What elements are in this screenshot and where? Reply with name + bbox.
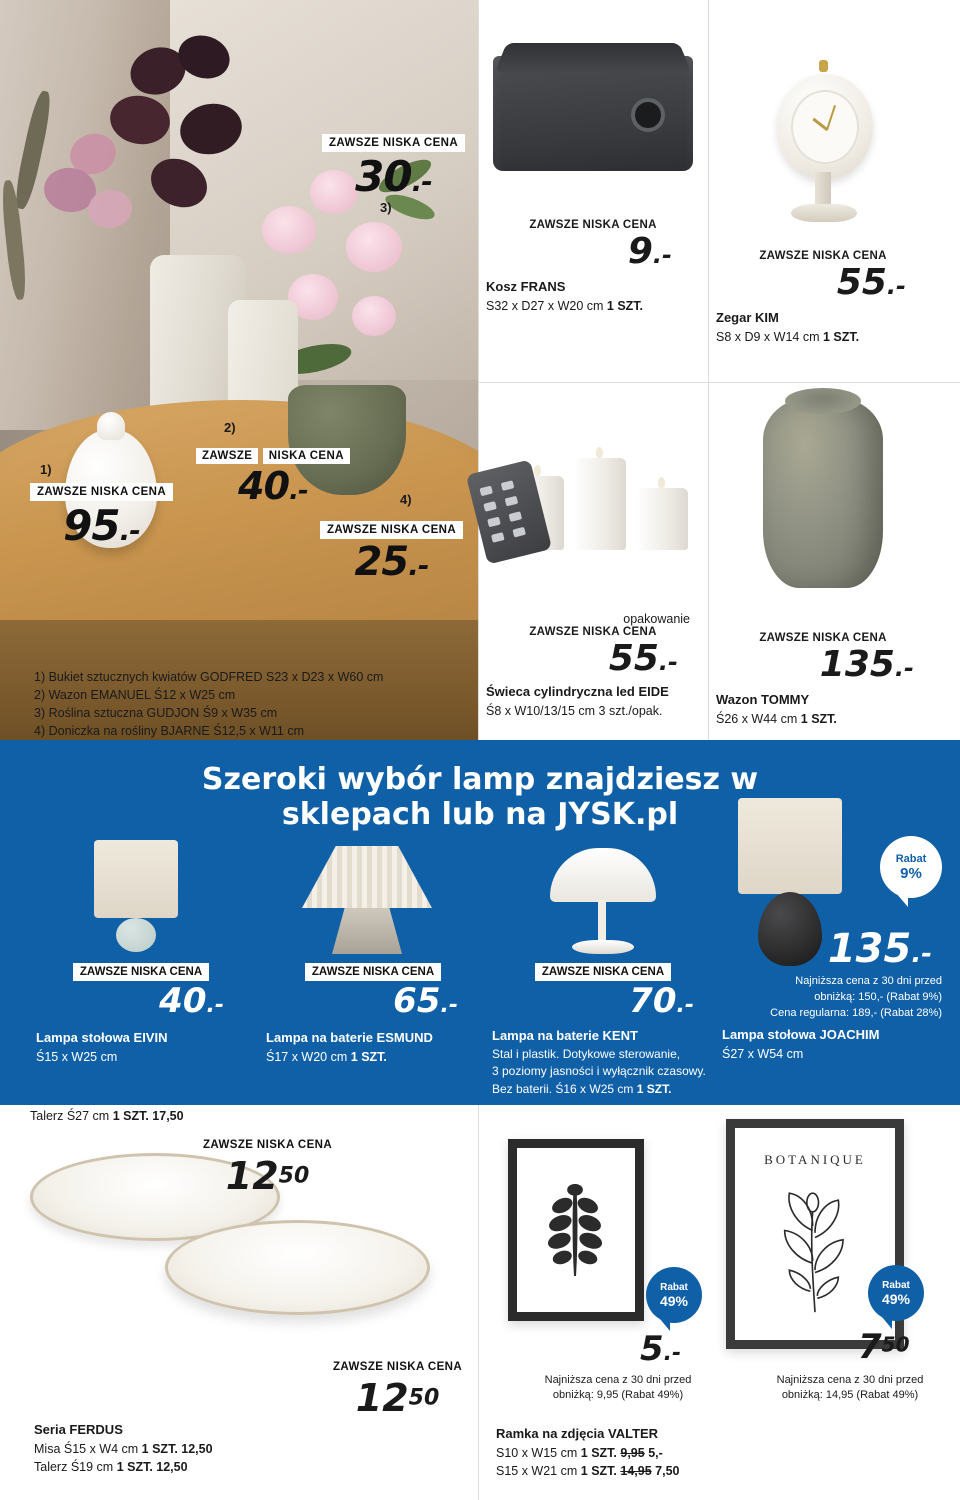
- swieca-eide-price: 55: [608, 638, 659, 679]
- swieca-eide-spec: Ś8 x W10/13/15 cm 3 szt./opak.: [486, 703, 663, 718]
- hero-badge-3-cents: .-: [411, 165, 432, 198]
- kosz-frans-zawsze: ZAWSZE NISKA CENA: [529, 219, 657, 231]
- kosz-frans-image: [486, 56, 700, 171]
- wazon-tommy-price: 135: [819, 644, 895, 685]
- joachim-discount-badge: [880, 836, 942, 898]
- hero-marker-4: 4): [400, 492, 412, 507]
- hero-marker-3: 3): [380, 200, 392, 215]
- wazon-tommy-image: [716, 398, 930, 588]
- lampa-joachim-image: [722, 788, 946, 970]
- frame-small-rabat-pct: 49%: [659, 1292, 689, 1309]
- zegar-kim-image: [716, 52, 930, 242]
- frame-small: [508, 1139, 644, 1321]
- hero-badge-4-label: ZAWSZE NISKA CENA: [320, 521, 463, 539]
- wazon-tommy-cents: .-: [894, 654, 914, 682]
- clock-dial: [791, 90, 859, 164]
- lampa-eivin-image: [36, 830, 246, 970]
- talerz-top-price: 17,50: [152, 1109, 184, 1123]
- wazon-tommy-zawsze: ZAWSZE NISKA CENA: [759, 632, 887, 644]
- frame-small-price-cents: .-: [663, 1341, 682, 1366]
- divider-vertical-top: [478, 0, 479, 740]
- frame-large-note-2: obniżką: 14,95 (Rabat 49%): [781, 1389, 919, 1402]
- hero-badge-3-price: 30: [355, 152, 412, 201]
- frame-small-note-2: obniżką: 9,95 (Rabat 49%): [552, 1389, 684, 1402]
- candle-flame-3: [658, 477, 665, 488]
- ferdus-line1-b: 1 SZT. 12,50: [141, 1441, 213, 1456]
- hero-marker-2: 2): [224, 420, 236, 435]
- lampa-esmund-spec: Ś17 x W20 cm: [266, 1049, 348, 1064]
- candle-flame-2: [596, 447, 603, 458]
- lampa-kent-desc-1: Stal i plastik. Dotykowe sterowanie,: [492, 1046, 681, 1061]
- candle-2: [574, 458, 626, 550]
- zegar-kim-spec: S8 x D9 x W14 cm: [716, 329, 820, 344]
- frame-small-discount: [646, 1267, 702, 1323]
- lampa-eivin-zawsze: ZAWSZE NISKA CENA: [73, 963, 209, 981]
- product-lampa-kent[interactable]: [492, 830, 714, 1098]
- zegar-kim-zawsze: ZAWSZE NISKA CENA: [759, 250, 887, 262]
- clock-shape: [753, 52, 893, 242]
- hero-photo-block: [0, 0, 478, 740]
- valter-row1-old: 9,95: [620, 1445, 645, 1460]
- valter-title: Ramka na zdjęcia VALTER: [496, 1426, 659, 1441]
- hero-badge-2-cents: .-: [289, 476, 308, 506]
- valter-row1-new: 5,-: [648, 1445, 663, 1460]
- frame-large-note-1: Najniższa cena z 30 dni przed: [776, 1374, 924, 1386]
- kosz-frans-price: 9: [627, 231, 653, 272]
- rabat-bubble-joachim: [880, 836, 942, 898]
- frame-small-price: [640, 1329, 681, 1369]
- hero-legend-item-3: 3) Roślina sztuczna GUDJON Ś9 x W35 cm: [34, 706, 278, 721]
- lampa-esmund-title: Lampa na baterie ESMUND: [266, 1030, 433, 1045]
- hero-badge-4-price: 25: [354, 539, 409, 585]
- divider-vertical-bottom: [478, 1105, 479, 1500]
- joachim-note-1: Najniższa cena z 30 dni przed: [795, 975, 942, 987]
- ferdus-zawsze-top: ZAWSZE NISKA CENA: [203, 1139, 333, 1151]
- hero-badge-4: [320, 520, 463, 585]
- hero-badge-1: [30, 482, 173, 550]
- lampa-kent-zawsze: ZAWSZE NISKA CENA: [535, 963, 671, 981]
- swieca-eide-image: [486, 430, 700, 550]
- ferdus-badge-bottom: [326, 1357, 469, 1420]
- frame-large-rabat-pct: 49%: [881, 1290, 911, 1307]
- lampa-kent-desc-3: Bez baterii. Ś16 x W25 cm: [492, 1081, 634, 1096]
- lampa-kent-price: 70: [629, 981, 677, 1021]
- hero-legend: [34, 668, 383, 741]
- clock-hand-minute: [826, 105, 836, 130]
- swieca-eide-pack: opakowanie: [623, 612, 690, 626]
- frame-large-price-cents: 50: [881, 1332, 910, 1357]
- frame-large-discount: [868, 1265, 924, 1321]
- kent-stem: [598, 900, 606, 944]
- lampa-esmund-unit: 1 SZT.: [350, 1049, 387, 1064]
- talerz-top-line: [30, 1109, 184, 1123]
- tommy-vase-shape: [763, 398, 883, 588]
- kosz-frans-unit: 1 SZT.: [606, 298, 644, 313]
- lampa-joachim-spec: Ś27 x W54 cm: [722, 1046, 804, 1061]
- hero-badge-4-cents: .-: [408, 549, 429, 582]
- basket-handle-hole: [631, 98, 665, 132]
- valter-row2-old: 14,95: [620, 1463, 652, 1478]
- lamps-banner: [0, 740, 960, 1105]
- ferdus-line2-a: Talerz Ś19 cm: [34, 1459, 114, 1474]
- frame-small-mat: [527, 1158, 625, 1302]
- clock-knob: [819, 60, 828, 72]
- hero-badge-1-price: 95: [63, 501, 120, 550]
- lamps-headline-line2: sklepach lub na JYSK.pl: [281, 797, 679, 833]
- lampa-eivin-title: Lampa stołowa EIVIN: [36, 1030, 168, 1045]
- product-swieca-eide[interactable]: [486, 430, 700, 720]
- lampa-eivin-cents: .-: [206, 993, 224, 1018]
- hero-badge-1-cents: .-: [119, 514, 140, 547]
- esmund-base: [332, 908, 402, 954]
- ferdus-zawsze-bottom: ZAWSZE NISKA CENA: [333, 1361, 463, 1373]
- lampa-kent-unit: 1 SZT.: [636, 1081, 672, 1096]
- talerz-top-unit: 1 SZT.: [112, 1109, 149, 1123]
- hero-badge-2: [196, 446, 350, 508]
- valter-row1-unit: 1 SZT.: [580, 1445, 617, 1460]
- ferdus-line2-b: 1 SZT. 12,50: [116, 1459, 188, 1474]
- lamps-headline-line1: Szeroki wybór lamp znajdziesz w: [201, 762, 759, 797]
- frame-large-note: [740, 1373, 960, 1404]
- kent-shade: [550, 848, 656, 902]
- talerz-top-text: Talerz Ś27 cm: [30, 1109, 110, 1123]
- frame-large-rabat-label: Rabat: [882, 1279, 910, 1291]
- eivin-shade: [94, 840, 178, 918]
- esmund-shade: [302, 846, 432, 908]
- plate-shape-2: [165, 1220, 430, 1315]
- lampa-esmund-zawsze: ZAWSZE NISKA CENA: [305, 963, 441, 981]
- product-kosz-frans[interactable]: [486, 56, 700, 315]
- divider-vertical-right: [708, 0, 709, 740]
- hero-marker-1: 1): [40, 462, 52, 477]
- lampa-kent-image: [492, 830, 714, 970]
- swieca-eide-title: Świeca cylindryczna led EIDE: [486, 684, 669, 699]
- ferdus-price-bottom: 12: [355, 1376, 409, 1420]
- ferdus-badge-top: [196, 1135, 339, 1198]
- leaf-artwork-icon: [527, 1158, 625, 1302]
- joachim-rabat-label: Rabat: [895, 852, 927, 865]
- wazon-tommy-unit: 1 SZT.: [800, 711, 837, 726]
- frame-small-note: [508, 1373, 728, 1404]
- ferdus-title: Seria FERDUS: [34, 1422, 123, 1437]
- candle-3: [636, 488, 688, 550]
- rabat-bubble-frame-small: [646, 1267, 702, 1323]
- lampa-eivin-price: 40: [159, 981, 207, 1021]
- clock-base: [791, 204, 857, 222]
- hero-legend-item-4: 4) Doniczka na rośliny BJARNE Ś12,5 x W11 cm: [34, 724, 305, 739]
- joachim-shade: [738, 798, 842, 894]
- frame-large-mat: [745, 1138, 885, 1330]
- hero-badge-3: [322, 133, 465, 201]
- swieca-eide-zawsze: ZAWSZE NISKA CENA: [529, 626, 657, 638]
- rabat-bubble-frame-large: [868, 1265, 924, 1321]
- ferdus-cents-bottom: 50: [408, 1385, 440, 1411]
- zegar-kim-cents: .-: [886, 272, 906, 300]
- joachim-note-2: obniżką: 150,- (Rabat 9%): [814, 990, 942, 1003]
- frame-small-price-value: 5: [640, 1329, 664, 1369]
- lampa-kent-title: Lampa na baterie KENT: [492, 1028, 638, 1043]
- product-lampa-esmund[interactable]: [266, 830, 480, 1066]
- lampa-joachim-cents: .-: [911, 939, 932, 969]
- botanique-caption: BOTANIQUE: [764, 1152, 866, 1167]
- valter-row2-unit: 1 SZT.: [580, 1463, 617, 1478]
- joachim-base: [758, 892, 822, 966]
- kent-base: [572, 940, 634, 954]
- swieca-eide-cents: .-: [658, 648, 678, 676]
- bottom-section: [0, 1105, 960, 1500]
- lampa-joachim-price: 135: [827, 926, 912, 972]
- lampa-joachim-title: Lampa stołowa JOACHIM: [722, 1026, 880, 1042]
- divider-horizontal-right: [478, 382, 960, 383]
- kosz-frans-spec: S32 x D27 x W20 cm: [486, 298, 604, 313]
- lampa-kent-desc-2: 3 poziomy jasności i wyłącznik czasowy.: [492, 1064, 706, 1079]
- basket-shape: [493, 56, 693, 171]
- ferdus-cents-top: 50: [278, 1163, 310, 1189]
- joachim-note-3: Cena regularna: 189,- (Rabat 28%): [770, 1006, 942, 1019]
- hero-badge-1-label: ZAWSZE NISKA CENA: [30, 483, 173, 501]
- frame-small-rabat-label: Rabat: [660, 1281, 688, 1293]
- zegar-kim-title: Zegar KIM: [716, 310, 779, 325]
- frame-large-price-value: 7: [858, 1327, 882, 1367]
- ferdus-line1-a: Misa Ś15 x W4 cm: [34, 1441, 139, 1456]
- hero-badge-2-label-2: NISKA CENA: [263, 448, 350, 464]
- clock-hand-hour: [812, 118, 828, 131]
- botanical-artwork-icon: [745, 1152, 885, 1344]
- zegar-kim-price: 55: [836, 262, 887, 303]
- candle-flame-1: [534, 465, 541, 476]
- product-wazon-tommy[interactable]: [716, 398, 930, 728]
- ferdus-price-top: 12: [225, 1154, 279, 1198]
- clock-face: [777, 74, 873, 180]
- wazon-tommy-spec: Ś26 x W44 cm: [716, 711, 798, 726]
- joachim-rabat-pct: 9%: [900, 864, 922, 882]
- hero-badge-2-label-1: ZAWSZE: [196, 448, 258, 464]
- valter-row2-new: 7,50: [655, 1463, 680, 1478]
- wazon-tommy-title: Wazon TOMMY: [716, 692, 810, 707]
- zegar-kim-unit: 1 SZT.: [822, 329, 860, 344]
- eivin-base: [116, 918, 156, 952]
- lampa-eivin-spec: Ś15 x W25 cm: [36, 1049, 118, 1064]
- lampa-esmund-cents: .-: [440, 993, 458, 1018]
- product-zegar-kim[interactable]: [716, 52, 930, 346]
- candles-shape: [486, 430, 716, 550]
- kosz-frans-cents: .-: [652, 241, 672, 269]
- hero-badge-3-label: ZAWSZE NISKA CENA: [322, 134, 465, 152]
- lampa-kent-cents: .-: [676, 993, 694, 1018]
- valter-row1-spec: S10 x W15 cm: [496, 1445, 578, 1460]
- kosz-frans-title: Kosz FRANS: [486, 279, 566, 294]
- hero-legend-item-2: 2) Wazon EMANUEL Ś12 x W25 cm: [34, 688, 236, 703]
- product-lampa-joachim[interactable]: [722, 788, 946, 1063]
- valter-row2-spec: S15 x W21 cm: [496, 1463, 578, 1478]
- lampa-esmund-image: [266, 830, 480, 970]
- frame-small-note-1: Najniższa cena z 30 dni przed: [544, 1374, 692, 1386]
- frame-large-price: [858, 1327, 910, 1367]
- hero-legend-item-1: 1) Bukiet sztucznych kwiatów GODFRED S23 x D23 x W60 cm: [34, 670, 384, 684]
- product-lampa-eivin[interactable]: [36, 830, 246, 1066]
- lampa-esmund-price: 65: [393, 981, 441, 1021]
- hero-badge-2-price: 40: [238, 464, 290, 508]
